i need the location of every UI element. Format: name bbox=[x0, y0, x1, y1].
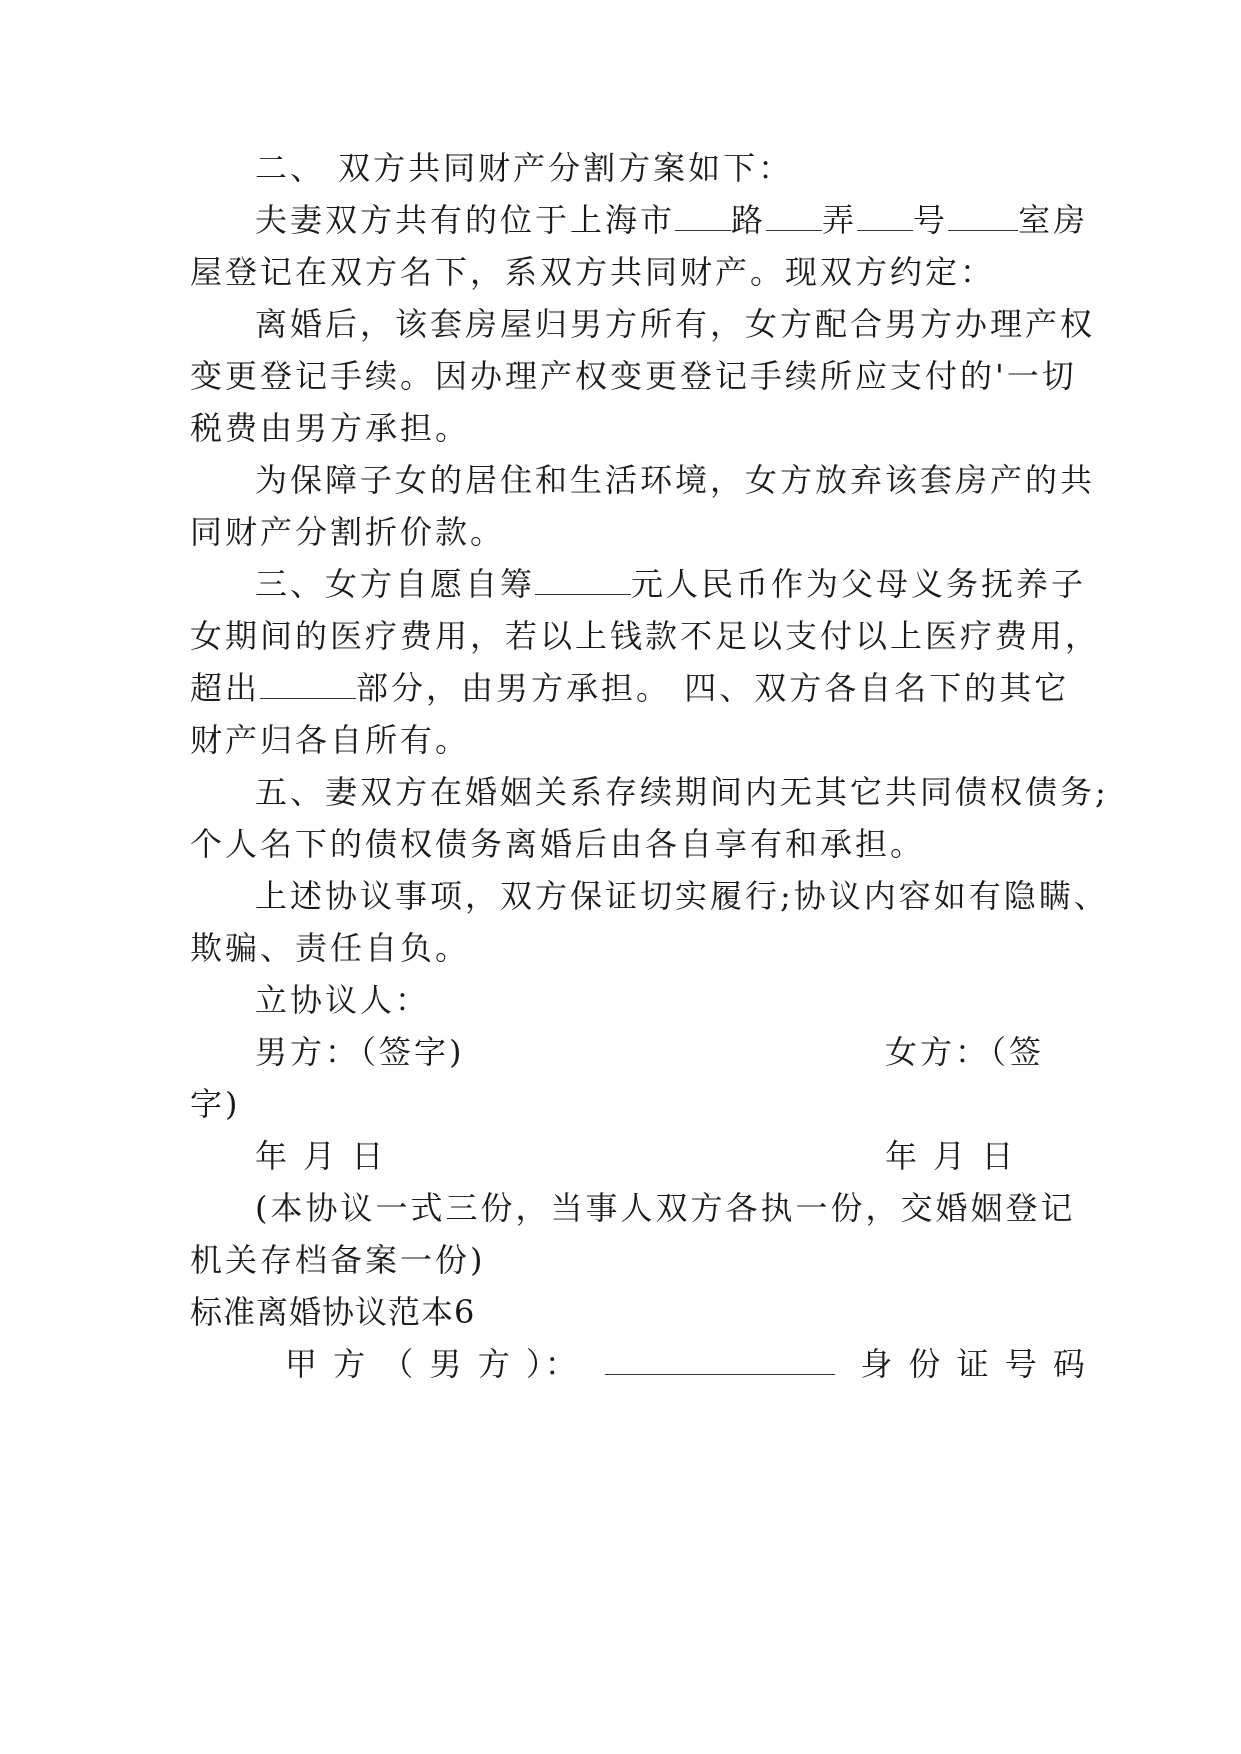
section-3-suffix: 元人民币作为父母义务抚养子 bbox=[631, 565, 1087, 603]
room-blank bbox=[948, 200, 1018, 231]
paragraph-line: 个人名下的债权债务离婚后由各自享有和承担。 bbox=[190, 825, 926, 863]
address-prefix: 夫妻双方共有的位于上海市 bbox=[255, 201, 676, 239]
room-label: 室房 bbox=[1018, 201, 1089, 239]
lane-label: 弄 bbox=[822, 201, 858, 239]
section-2-heading: 二、 双方共同财产分割方案如下： bbox=[255, 149, 794, 187]
note-line: (本协议一式三份，当事人双方各执一份，交婚姻登记 bbox=[255, 1189, 1076, 1227]
paragraph-line: 女期间的医疗费用，若以上钱款不足以支付以上医疗费用， bbox=[190, 617, 1101, 655]
party-a-line bbox=[285, 1344, 1088, 1384]
paragraph-line: 变更登记手续。因办理产权变更登记手续所应支付的'一切 bbox=[190, 357, 1077, 395]
paragraph-line: 为保障子女的居住和生活环境，女方放弃该套房产的共 bbox=[255, 461, 1096, 499]
closing-line: 上述协议事项，双方保证切实履行;协议内容如有隐瞒、 bbox=[255, 877, 1109, 915]
road-blank bbox=[675, 200, 731, 231]
section-5-line: 五、妻双方在婚姻关系存续期间内无其它共同债权债务; bbox=[255, 773, 1109, 811]
id-number-label: 身 份 证 号 码 bbox=[860, 1345, 1088, 1383]
lane-blank bbox=[766, 200, 822, 231]
parties-label: 立协议人： bbox=[255, 981, 431, 1019]
female-date: 年 月 日 bbox=[885, 1137, 1017, 1175]
female-signature-cont: 字) bbox=[190, 1085, 241, 1123]
male-signature: 男方：（签字) bbox=[255, 1033, 465, 1071]
paragraph-line: 财产归各自所有。 bbox=[190, 721, 471, 759]
paragraph-line: 屋登记在双方名下，系双方共同财产。现双方约定： bbox=[190, 253, 996, 291]
party-a-label: 甲 方 （ 男 方 ）： bbox=[285, 1345, 580, 1383]
note-line: 机关存档备案一份) bbox=[190, 1241, 486, 1279]
property-address-line bbox=[255, 200, 1089, 240]
section-3-line bbox=[255, 564, 1087, 604]
section-3-prefix: 三、女方自愿自筹 bbox=[255, 565, 536, 603]
number-label: 号 bbox=[913, 201, 949, 239]
paragraph-line: 税费由男方承担。 bbox=[190, 409, 471, 447]
number-blank bbox=[857, 200, 913, 231]
excess-line bbox=[190, 668, 1070, 708]
excess-prefix: 超出 bbox=[190, 669, 261, 707]
amount-blank bbox=[535, 564, 631, 595]
female-signature: 女方：（签 bbox=[885, 1033, 1045, 1071]
section-title: 标准离婚协议范本6 bbox=[190, 1293, 476, 1331]
paragraph-line: 同财产分割折价款。 bbox=[190, 513, 506, 551]
excess-suffix: 部分，由男方承担。 四、双方各自名下的其它 bbox=[356, 669, 1070, 707]
party-a-blank bbox=[605, 1344, 835, 1375]
paragraph-line: 欺骗、责任自负。 bbox=[190, 929, 471, 967]
road-label: 路 bbox=[731, 201, 767, 239]
paragraph-line: 离婚后，该套房屋归男方所有，女方配合男方办理产权 bbox=[255, 305, 1096, 343]
male-date: 年 月 日 bbox=[255, 1137, 387, 1175]
excess-blank bbox=[260, 668, 356, 699]
